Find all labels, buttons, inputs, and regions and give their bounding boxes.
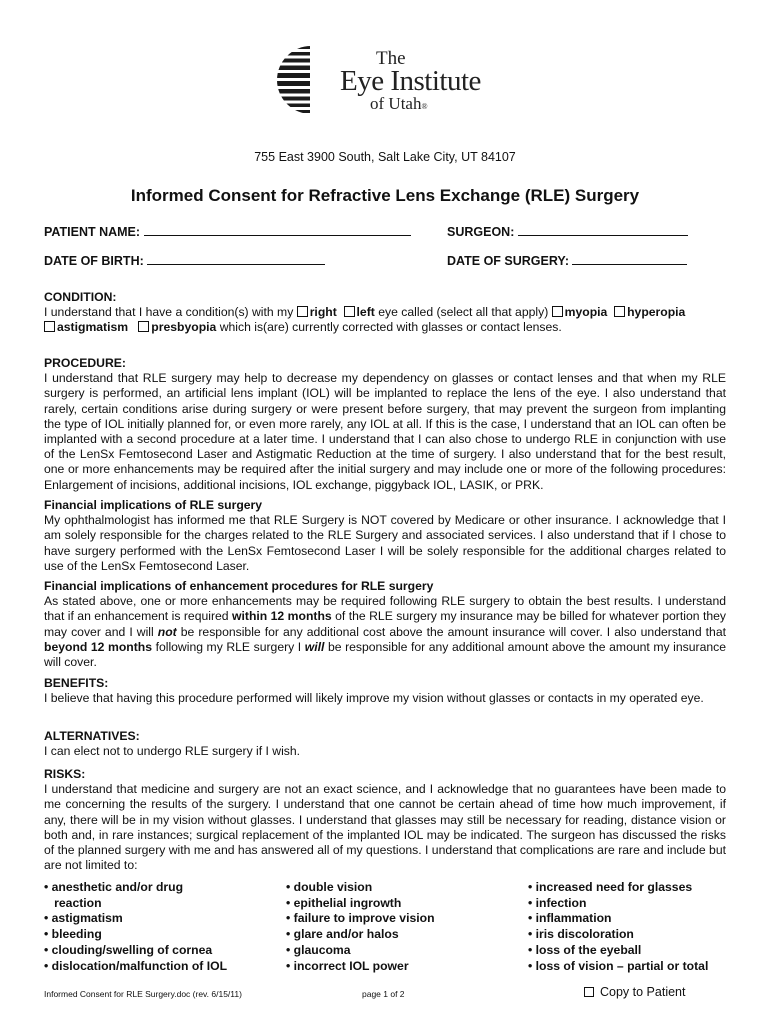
right-eye-label: right (309, 305, 337, 320)
benefits-heading: BENEFITS: (44, 676, 109, 690)
financial-rle-text: My ophthalmologist has informed me that RLE Surgery is NOT covered by Medicare or other insurance. I acknowledge that I am solely responsible for the charges related to the RLE Surgery and associated services. I also understand that if I chose to have surgery performed with the LenSx Femtosecond Laser I will be solely responsible for the additional charges related to use of the LenSx Femtosecond Laser. (44, 513, 726, 573)
list-item: • dislocation/malfunction of IOL (44, 958, 228, 973)
list-item: • bleeding (44, 927, 102, 942)
financial-enhancement-section (44, 579, 726, 670)
complications-column-1 (44, 880, 227, 974)
clinic-address: 755 East 3900 South, Salt Lake City, UT 84107 (254, 150, 516, 164)
benefits-section (44, 676, 726, 706)
logo-line-eye-institute: Eye Institute (340, 65, 481, 97)
condition-text (44, 305, 726, 335)
astigmatism-label: astigmatism (57, 320, 129, 335)
date-of-surgery-line[interactable] (572, 253, 687, 265)
copy-to-patient-label: Copy to Patient (600, 985, 686, 999)
copy-to-patient-checkbox[interactable] (584, 987, 594, 997)
fin-enh-text-4: following my RLE surgery I (152, 639, 305, 654)
alternatives-section (44, 729, 726, 759)
myopia-checkbox[interactable] (552, 306, 563, 317)
financial-enhancement-text (44, 594, 726, 670)
condition-text-2: eye called (select all that apply) (374, 305, 552, 320)
date-of-birth-line[interactable] (147, 253, 325, 265)
fin-enh-bold-1: within 12 months (232, 609, 332, 624)
date-of-birth-label: DATE OF BIRTH: (44, 254, 144, 268)
list-item: • astigmatism (44, 911, 123, 926)
list-item: • increased need for glasses (528, 880, 693, 894)
procedure-heading: PROCEDURE: (44, 356, 126, 370)
list-item: • loss of the eyeball (528, 942, 642, 957)
fin-enh-text-3: be responsible for any additional cost above the amount insurance will cover. I also understand that (176, 624, 726, 639)
list-item: • failure to improve vision (286, 911, 435, 926)
fin-enh-text-2: of the RLE surgery my insurance may be billed for whatever portion they may cover and I will (44, 609, 726, 639)
risks-section (44, 767, 726, 873)
list-item: • anesthetic and/or drug (44, 880, 184, 894)
logo-line-of-utah (370, 95, 428, 116)
complications-column-3 (528, 880, 708, 974)
consent-form-page (44, 0, 726, 1024)
eye-institute-logo (276, 42, 506, 122)
page-title: Informed Consent for Refractive Lens Exchange (RLE) Surgery (130, 186, 640, 205)
right-eye-checkbox[interactable] (297, 306, 308, 317)
footer-doc-name: Informed Consent for RLE Surgery.doc (rev. 6/15/11) (44, 989, 242, 999)
procedure-section (44, 356, 726, 493)
alternatives-heading: ALTERNATIVES: (44, 729, 140, 743)
risks-text: I understand that medicine and surgery are not an exact science, and I acknowledge that no guarantees have been made to me concerning the results of the surgery. I understand that one cannot be certain ahead of time how much improvement, if any, there will be in my vision without glasses. I understand that glasses may still be necessary for reading, distance vision or both and, in rare instances; surgical replacement of the implanted IOL may be indicated. The surgeon has discussed the risks of the planned surgery with me and has answered all of my questions. I understand that complications are rare and include but are not limited to: (44, 782, 726, 873)
presbyopia-label: presbyopia (151, 320, 217, 335)
date-of-surgery-field[interactable] (447, 253, 687, 269)
list-item: • glare and/or halos (286, 927, 399, 942)
surgeon-label: SURGEON: (447, 225, 515, 239)
logo-globe-icon (276, 42, 346, 118)
financial-rle-heading: Financial implications of RLE surgery (44, 498, 263, 512)
fin-enh-bolditalic-2: will (304, 639, 325, 654)
condition-section (44, 290, 726, 336)
surgeon-field[interactable] (447, 224, 688, 240)
myopia-label: myopia (564, 305, 608, 320)
registered-mark: ® (421, 102, 428, 111)
date-of-surgery-label: DATE OF SURGERY: (447, 254, 569, 268)
list-item: • iris discoloration (528, 927, 634, 942)
fin-enh-bolditalic-1: not (157, 624, 177, 639)
hyperopia-label: hyperopia (627, 305, 686, 320)
risks-heading: RISKS: (44, 767, 86, 781)
list-item: • loss of vision – partial or total (528, 958, 709, 973)
patient-name-label: PATIENT NAME: (44, 225, 141, 239)
date-of-birth-field[interactable] (44, 253, 325, 269)
hyperopia-checkbox[interactable] (614, 306, 625, 317)
footer-page-number: page 1 of 2 (362, 989, 405, 999)
complications-column-2 (286, 880, 435, 974)
left-eye-checkbox[interactable] (344, 306, 355, 317)
logo-line-the: The (376, 48, 406, 69)
list-item: • epithelial ingrowth (286, 895, 402, 910)
fin-enh-text-1: As stated above, one or more enhancements may be required following RLE surgery to obtain the best results. I understand that if an enhancement is required (44, 594, 726, 624)
list-item: • double vision (286, 880, 373, 894)
left-eye-label: left (356, 305, 375, 320)
list-item: • glaucoma (286, 942, 351, 957)
benefits-text: I believe that having this procedure performed will likely improve my vision without glasses or contacts in my operated eye. (44, 691, 704, 706)
copy-to-patient[interactable] (584, 985, 685, 1000)
financial-enhancement-heading: Financial implications of enhancement procedures for RLE surgery (44, 579, 434, 593)
list-item: • clouding/swelling of cornea (44, 942, 213, 957)
astigmatism-checkbox[interactable] (44, 321, 55, 332)
procedure-text: I understand that RLE surgery may help to decrease my dependency on glasses or contact lenses and that when my RLE surgery is performed, an artificial lens implant (IOL) will be implanted to replace the lens of the eye. I also understand that rarely, certain conditions arise during surgery or were present before surgery, that may prevent the surgeon from implanting the type of IOL initially planned for, or even more rarely, any IOL at all. If this is the case, I understand that an IOL can often be implanted with a second procedure at a later time. I understand that I can also chose to undergo RLE in conjunction with use of the LenSx Femtosecond Laser and Astigmatic Reduction at the time of surgery. I also understand that for the best result, one or more enhancements may be required after the initial surgery and may include one or more of the following procedures: Enlargement of incisions, additional incisions, IOL exchange, piggyback IOL, LASIK, or PRK. (44, 371, 726, 492)
condition-text-1: I understand that I have a condition(s) with my (44, 305, 297, 320)
fin-enh-bold-2: beyond 12 months (44, 639, 153, 654)
surgeon-line[interactable] (518, 224, 688, 236)
financial-rle-section (44, 498, 726, 574)
presbyopia-checkbox[interactable] (138, 321, 149, 332)
condition-heading: CONDITION: (44, 290, 117, 304)
alternatives-text: I can elect not to undergo RLE surgery if I wish. (44, 744, 301, 759)
patient-name-line[interactable] (144, 224, 411, 236)
list-item: • incorrect IOL power (286, 958, 409, 973)
list-item: reaction (44, 895, 102, 910)
patient-name-field[interactable] (44, 224, 411, 240)
fin-enh-text-5: be responsible for any additional amount above the amount my insurance will cover. (44, 639, 726, 670)
list-item: • inflammation (528, 911, 612, 926)
list-item: • infection (528, 895, 587, 910)
logo-of-utah-text: of Utah (370, 94, 422, 113)
condition-text-3: which is(are) currently corrected with glasses or contact lenses. (216, 320, 562, 335)
